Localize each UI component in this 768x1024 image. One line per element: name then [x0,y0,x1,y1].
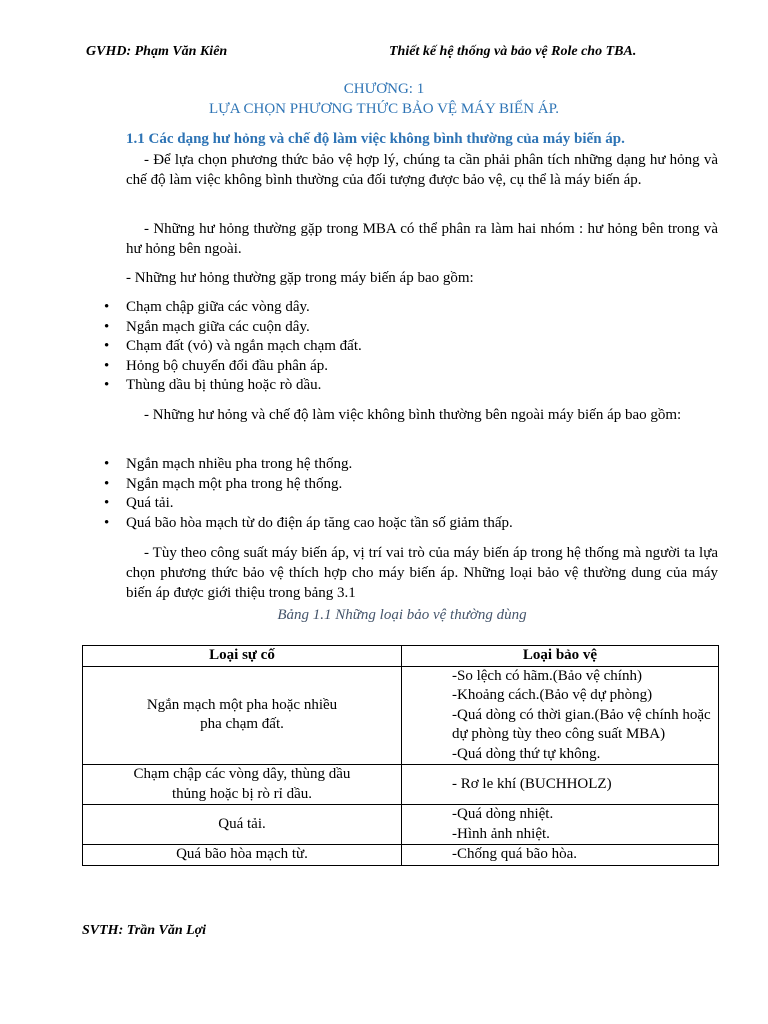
protection-line: -Chống quá bão hòa. [452,846,577,862]
list-item: • Thùng dầu bị thủng hoặc rò dầu. [104,376,362,396]
protection-line: -Hình ảnh nhiệt. [452,825,550,842]
column-header-protection: Loại bảo vệ [402,646,719,667]
external-faults-list [104,455,513,533]
table-row [83,765,719,805]
protection-line: -Quá dòng có thời gian.(Bảo vệ chính hoặc dự phòng tùy theo công suất MBA) [452,706,711,742]
paragraph-3: - Những hư hỏng thường gặp trong máy biến áp bao gồm: [126,270,474,286]
header-advisor: GVHD: Phạm Văn Kiên [86,44,228,59]
fault-cell: Chạm chập các vòng dây, thùng dầu thủng hoặc bị rò rỉ dầu. [133,766,351,802]
table-row [83,666,719,765]
paragraph-1: - Để lựa chọn phương thức bảo vệ hợp lý, chúng ta cần phải phân tích những dạng hư hỏng và chế độ làm việc không bình thường của đối tượng được bảo vệ, cụ thể là máy biến áp. [126,152,718,188]
table-header-row [83,646,719,667]
protection-line: - Rơ le khí (BUCHHOLZ) [452,775,612,792]
paragraph-4: - Những hư hỏng và chế độ làm việc không bình thường bên ngoài máy biến áp bao gồm: [144,407,682,423]
section-heading: 1.1 Các dạng hư hỏng và chế độ làm việc không bình thường của máy biến áp. [126,131,625,147]
header-title: Thiết kế hệ thống và bảo vệ Role cho TBA. [389,44,637,59]
chapter-title: LỰA CHỌN PHƯƠNG THỨC BẢO VỆ MÁY BIẾN ÁP. [208,101,560,117]
fault-cell: Ngắn mạch một pha hoặc nhiều pha chạm đất. [146,696,338,733]
internal-faults-list [104,298,362,396]
protection-table [82,645,719,866]
list-item: • Ngắn mạch giữa các cuộn dây. [104,318,362,338]
paragraph-5: - Tùy theo công suất máy biến áp, vị trí vai trò của máy biến áp trong hệ thống mà người ta lựa chọn phương thức bảo vệ thích hợp cho máy biến áp. Những loại bảo vệ thường dung của máy biến áp được giới thiệu trong bảng 3.1 [126,545,718,601]
column-header-fault: Loại sự cố [83,646,402,667]
footer-student: SVTH: Trần Văn Lợi [82,923,207,938]
table-row [83,845,719,866]
list-item: • Chạm đất (vỏ) và ngắn mạch chạm đất. [104,337,362,357]
list-item: • Quá tải. [104,494,513,514]
protection-line: -So lệch có hãm.(Bảo vệ chính) [452,667,642,684]
list-item: • Ngắn mạch nhiều pha trong hệ thống. [104,455,513,475]
chapter-number: CHƯƠNG: 1 [343,81,425,97]
list-item: • Quá bão hòa mạch từ do điện áp tăng cao hoặc tần số giảm thấp. [104,514,513,534]
list-item: • Hỏng bộ chuyển đổi đầu phân áp. [104,357,362,377]
fault-cell: Quá bão hòa mạch từ. [176,846,308,862]
list-item: • Chạm chập giữa các vòng dây. [104,298,362,318]
table-row [83,805,719,845]
list-item: • Ngắn mạch một pha trong hệ thống. [104,475,513,495]
protection-line: -Quá dòng thứ tự không. [452,745,601,762]
paragraph-2: - Những hư hỏng thường gặp trong MBA có thể phân ra làm hai nhóm : hư hỏng bên trong và hư hỏng bên ngoài. [126,221,718,257]
fault-cell: Quá tải. [218,815,266,832]
protection-line: -Khoảng cách.(Bảo vệ dự phòng) [452,687,653,703]
table-caption: Bảng 1.1 Những loại bảo vệ thường dùng [277,607,527,623]
protection-line: -Quá dòng nhiệt. [452,806,554,822]
